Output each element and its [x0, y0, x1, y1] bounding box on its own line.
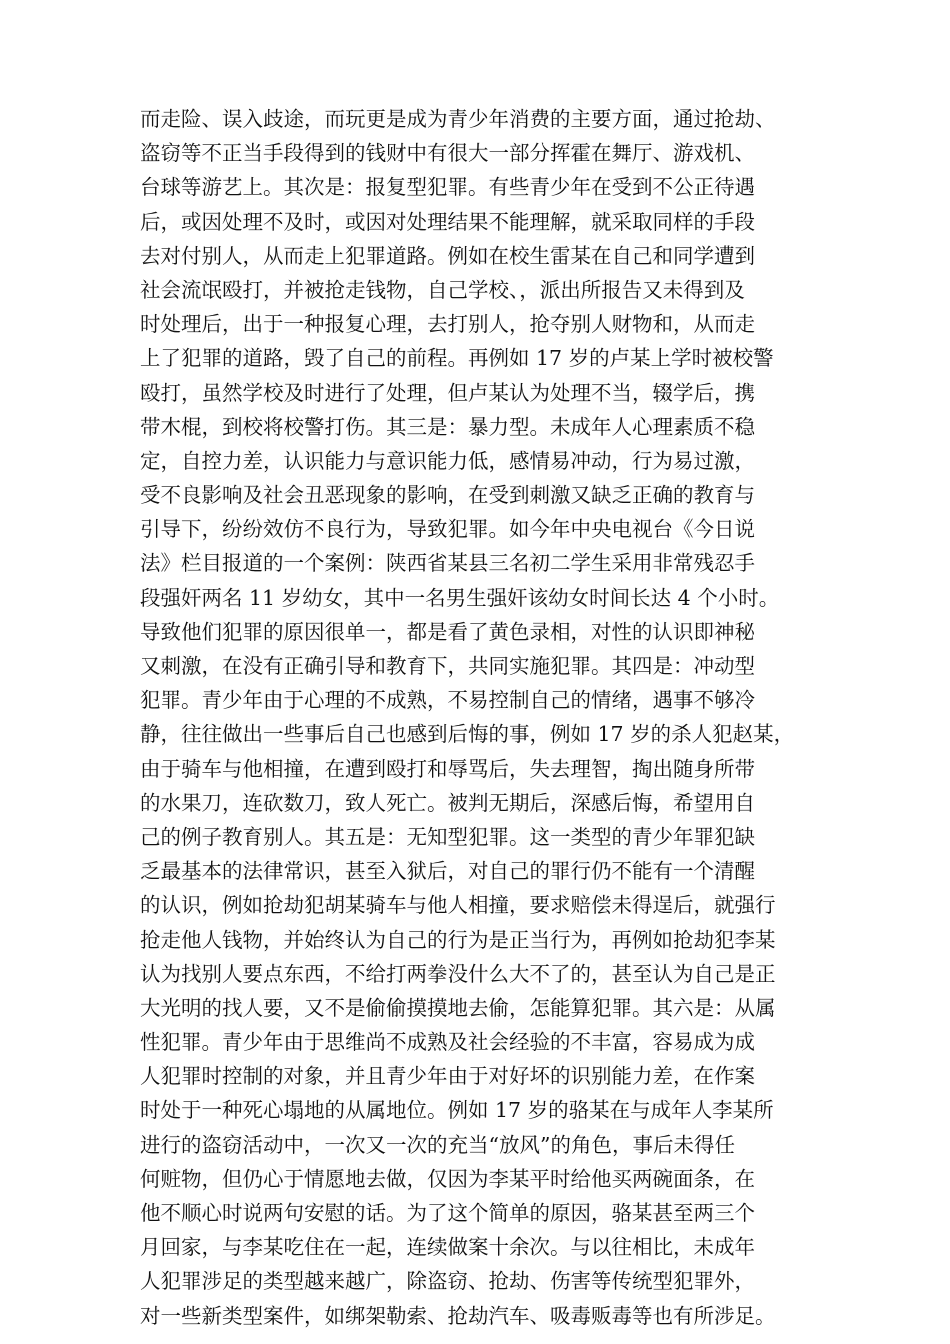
- text-line: 他不顺心时说两句安慰的话。为了这个简单的原因，骆某甚至两三个: [140, 1201, 755, 1225]
- text-line: 人犯罪时控制的对象，并且青少年由于对好坏的识别能力差，在作案: [140, 1064, 755, 1089]
- text-line: 月回家，与李某吃住在一起，连续做案十余次。与以往相比，未成年: [140, 1235, 755, 1260]
- text-line: 的认识，例如抢劫犯胡某骑车与他人相撞，要求赔偿未得逞后，就强行: [140, 893, 776, 918]
- text-line: 的水果刀，连砍数刀，致人死亡。被判无期后，深感后悔，希望用自: [140, 790, 755, 815]
- text-line: 由于骑车与他相撞，在遭到殴打和辱骂后，失去理智，掏出随身所带: [140, 756, 755, 781]
- text-line: 对一些新类型案件，如绑架勒索、抢劫汽车、吸毒贩毒等也有所涉足。: [140, 1303, 776, 1328]
- text-line: 时处于一种死心塌地的从属地位。例如 17 岁的骆某在与成年人李某所: [140, 1098, 774, 1123]
- text-line: 盗窃等不正当手段得到的钱财中有很大一部分挥霍在舞厅、游戏机、: [140, 141, 755, 166]
- text-line: 上了犯罪的道路，毁了自己的前程。再例如 17 岁的卢某上学时被校警: [140, 346, 774, 371]
- text-line: 己的例子教育别人。其五是：无知型犯罪。这一类型的青少年罪犯缺: [140, 824, 755, 849]
- text-line: 导致他们犯罪的原因很单一，都是看了黄色录相，对性的认识即神秘: [140, 619, 755, 644]
- text-line: 进行的盗窃活动中，一次又一次的充当“放风”的角色，事后未得任: [140, 1132, 735, 1157]
- text-line: 大光明的找人要，又不是偷偷摸摸地去偷，怎能算犯罪。其六是：从属: [140, 995, 776, 1020]
- text-line: 认为找别人要点东西，不给打两拳没什么大不了的，甚至认为自己是正: [140, 961, 776, 986]
- text-line: 而走险、误入歧途，而玩更是成为青少年消费的主要方面，通过抢劫、: [140, 107, 776, 131]
- text-line: 静，往往做出一些事后自己也感到后悔的事，例如 17 岁的杀人犯赵某，: [140, 722, 795, 747]
- text-line: 性犯罪。青少年由于思维尚不成熟及社会经验的不丰富，容易成为成: [140, 1030, 755, 1055]
- text-line: 带木棍，到校将校警打伤。其三是：暴力型。未成年人心理素质不稳: [140, 414, 755, 439]
- text-line: 何赃物，但仍心于情愿地去做，仅因为李某平时给他买两碗面条，在: [140, 1166, 755, 1191]
- text-line: 抢走他人钱物，并始终认为自己的行为是正当行为，再例如抢劫犯李某: [140, 927, 776, 952]
- text-line: 去对付别人，从而走上犯罪道路。例如在校生雷某在自己和同学遭到: [140, 243, 755, 268]
- text-line: 段强奸两名 11 岁幼女，其中一名男生强奸该幼女时间长达 4 个小时。: [140, 585, 780, 610]
- text-line: 后，或因处理不及时，或因对处理结果不能理解，就采取同样的手段: [140, 209, 755, 234]
- text-line: 又刺激，在没有正确引导和教育下，共同实施犯罪。其四是：冲动型: [140, 654, 755, 678]
- text-line: 社会流氓殴打，并被抢走钱物，自己学校、，派出所报告又未得到及: [140, 277, 745, 302]
- text-line: 台球等游艺上。其次是：报复型犯罪。有些青少年在受到不公正待遇: [140, 175, 755, 200]
- text-line: 定，自控力差，认识能力与意识能力低，感情易冲动，行为易过激，: [140, 448, 755, 473]
- text-line: 殴打，虽然学校及时进行了处理，但卢某认为处理不当，辍学后，携: [140, 380, 755, 405]
- text-line: 法》栏目报道的一个案例：陕西省某县三名初二学生采用非常残忍手: [140, 551, 755, 576]
- body-text: [140, 102, 840, 1333]
- text-line: 引导下，纷纷效仿不良行为，导致犯罪。如今年中央电视台《今日说: [140, 517, 755, 542]
- text-line: 乏最基本的法律常识，甚至入狱后，对自己的罪行仍不能有一个清醒: [140, 859, 755, 884]
- text-line: 时处理后，出于一种报复心理，去打别人，抢夺别人财物和，从而走: [140, 312, 755, 337]
- text-line: 受不良影响及社会丑恶现象的影响，在受到刺激又缺乏正确的教育与: [140, 483, 755, 508]
- text-line: 犯罪。青少年由于心理的不成熟，不易控制自己的情绪，遇事不够冷: [140, 688, 755, 713]
- text-line: 人犯罪涉足的类型越来越广，除盗窃、抢劫、伤害等传统型犯罪外，: [140, 1269, 755, 1294]
